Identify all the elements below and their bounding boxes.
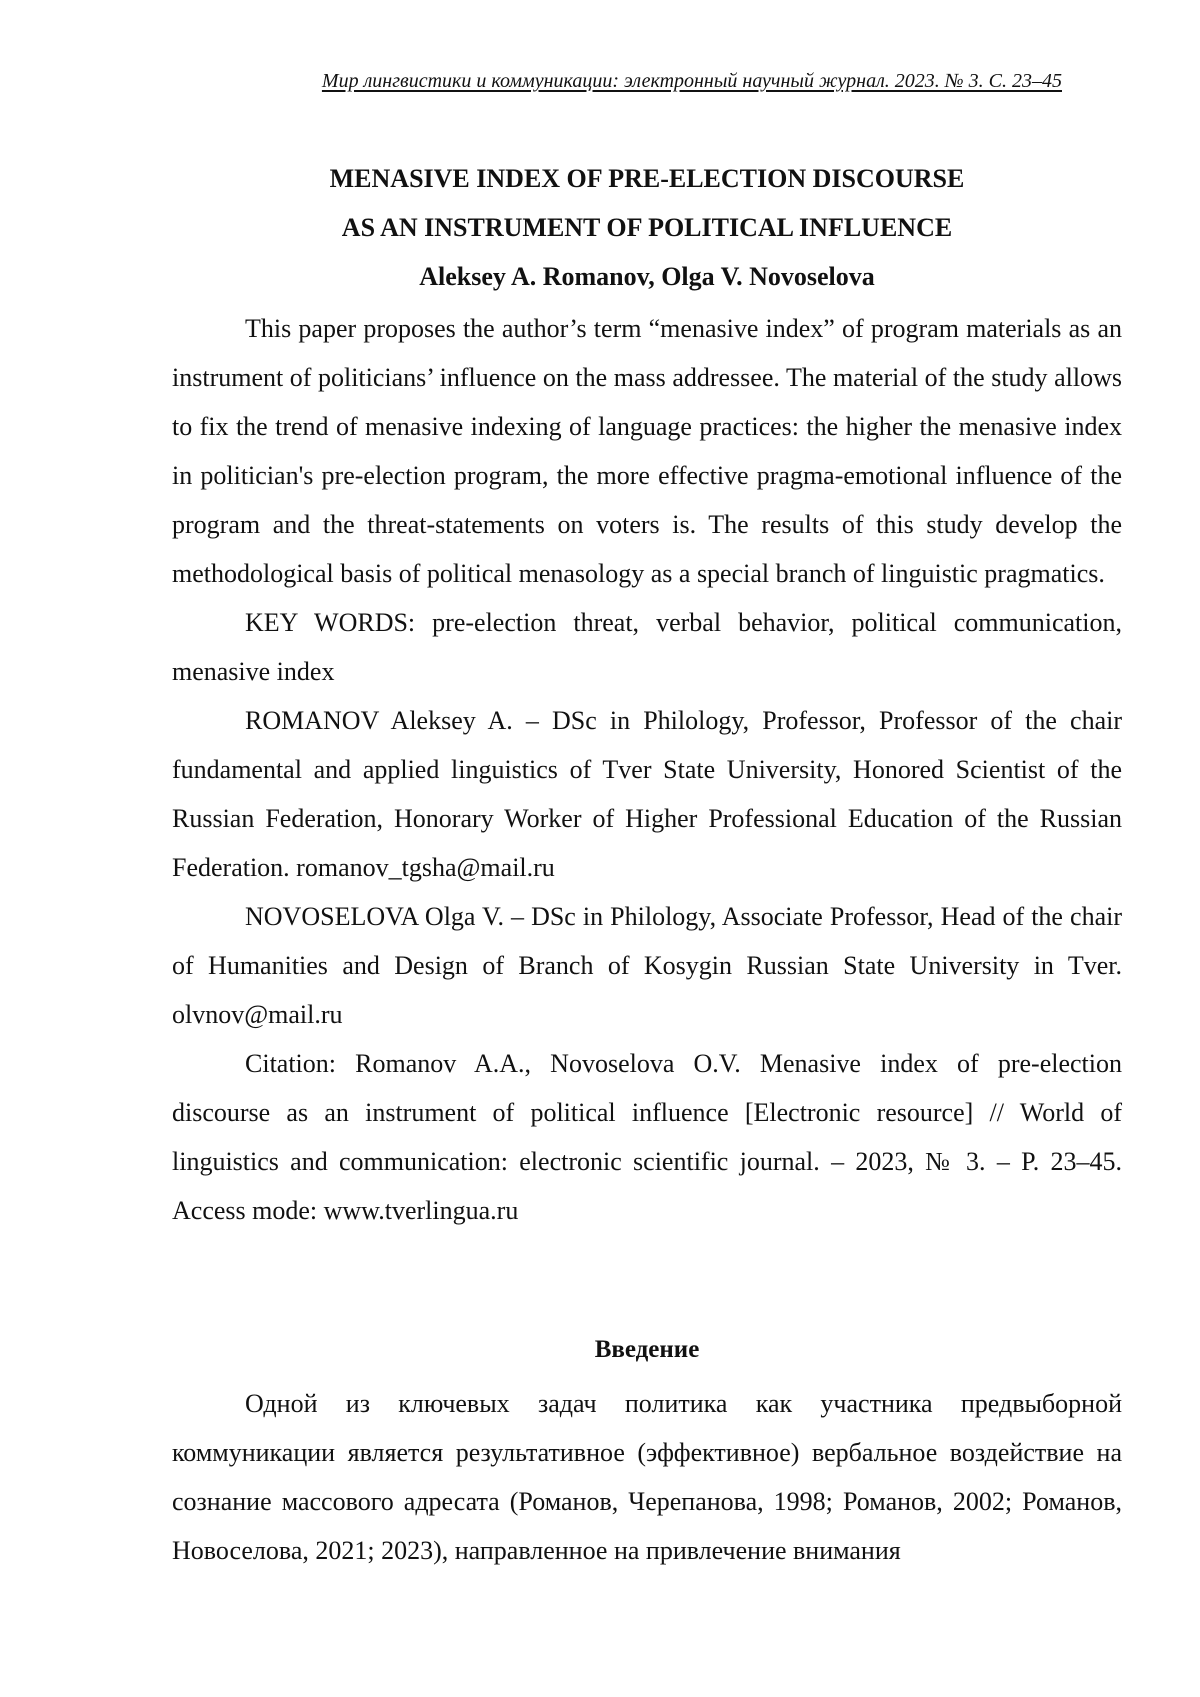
author-2-info: NOVOSELOVA Olga V. – DSc in Philology, Associate Professor, Head of the chair of Humanities and Design of Branch of Kosygin Russian State University in Tver. olvnov@mail.ru <box>172 902 1122 1029</box>
front-matter <box>172 304 1122 1235</box>
introduction-paragraph: Одной из ключевых задач политика как участника предвыборной коммуникации является результативное (эффективное) вербальное воздействие на сознание массового адресата (Романов, Черепанова, 1998; Романов, 2002; Романов, Новоселова, 2021; 2023), направленное на привлечение внимания <box>172 1389 1122 1565</box>
introduction-body <box>172 1379 1122 1575</box>
article-title-line-1: MENASIVE INDEX OF PRE-ELECTION DISCOURSE <box>329 164 965 193</box>
running-header: Мир лингвистики и коммуникации: электронный научный журнал. 2023. № 3. С. 23–45 <box>321 70 1062 92</box>
introduction-heading: Введение <box>594 1336 700 1363</box>
abstract-paragraph: This paper proposes the author’s term “menasive index” of program materials as an instrument of politicians’ influence on the mass addressee. The material of the study allows to fix the trend of menasive indexing of language practices: the higher the menasive index in politician's pre-election program, the more effective pragma-emotional influence of the program and the threat-statements on voters is. The results of this study develop the methodological basis of political menasology as a special branch of linguistic pragmatics. <box>172 314 1122 588</box>
article-title-line-2: AS AN INSTRUMENT OF POLITICAL INFLUENCE <box>341 213 953 242</box>
citation-paragraph: Citation: Romanov A.A., Novoselova O.V. Menasive index of pre-election discourse as an instrument of political influence [Electronic resource] // World of linguistics and communication: electronic scientific journal. – 2023, № 3. – P. 23–45. Access mode: www.tverlingua.ru <box>172 1049 1122 1225</box>
keywords-paragraph: KEY WORDS: pre-election threat, verbal behavior, political communication, menasive index <box>172 608 1122 686</box>
author-1-info: ROMANOV Aleksey A. – DSc in Philology, Professor, Professor of the chair fundamental and applied linguistics of Tver State University, Honored Scientist of the Russian Federation, Honorary Worker of Higher Professional Education of the Russian Federation. romanov_tgsha@mail.ru <box>172 706 1122 882</box>
article-authors: Aleksey A. Romanov, Olga V. Novoselova <box>419 262 875 291</box>
